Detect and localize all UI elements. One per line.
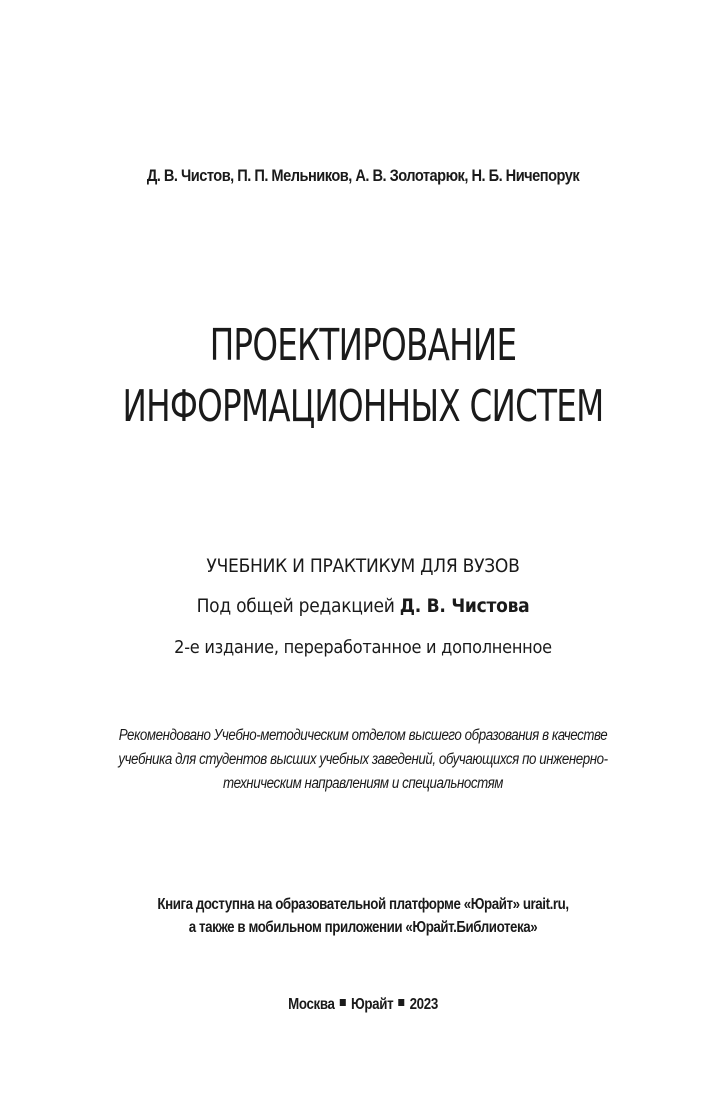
recommendation-line-3: техническим направлениям и специальностям (222, 775, 504, 792)
square-separator-icon (340, 999, 346, 1006)
book-title-line-2: ИНФОРМАЦИОННЫХ СИСТЕМ (122, 381, 604, 432)
edition-line: 2-е издание, переработанное и дополненное (174, 637, 552, 658)
authors-line: Д. В. Чистов, П. П. Мельников, А. В. Золотарюк, Н. Б. Ничепорук (146, 166, 580, 185)
editor-line (36, 595, 689, 617)
square-separator-icon (398, 999, 404, 1006)
book-subtitle: УЧЕБНИК И ПРАКТИКУМ ДЛЯ ВУЗОВ (206, 555, 520, 577)
book-title-line-1: ПРОЕКТИРОВАНИЕ (209, 320, 517, 371)
editor-name: Д. В. Чистова (399, 595, 530, 617)
imprint-year: 2023 (409, 996, 438, 1013)
platform-line-2: а также в мобильном приложении «Юрайт.Библиотека» (188, 919, 538, 936)
editor-prefix: Под общей редакцией (196, 595, 400, 617)
platform-line-1: Книга доступна на образовательной платформе «Юрайт» urait.ru, (157, 896, 569, 913)
recommendation-line-1: Рекомендовано Учебно-методическим отделом высшего образования в качестве (118, 727, 608, 744)
imprint-line (51, 996, 675, 1014)
imprint-publisher: Юрайт (350, 996, 394, 1013)
imprint-city: Москва (288, 996, 335, 1013)
recommendation-line-2: учебника для студентов высших учебных заведений, обучающихся по инженерно- (118, 751, 608, 768)
